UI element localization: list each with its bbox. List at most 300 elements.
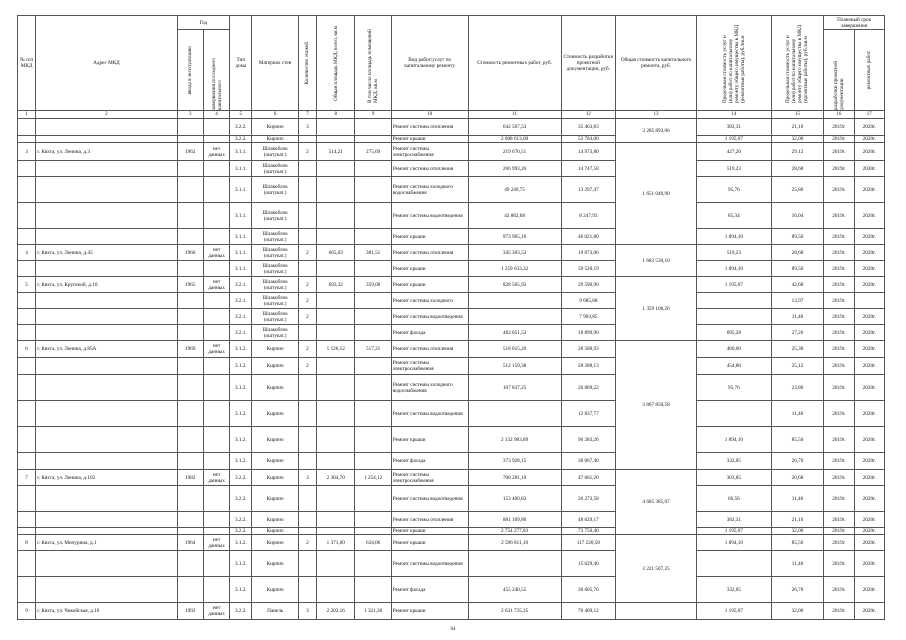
- cell-floors: [298, 512, 316, 528]
- cell-limit-project: 26,70: [771, 453, 824, 470]
- column-number: 7: [298, 111, 316, 119]
- cell-total-cost: 3 285 893,06: [616, 119, 697, 143]
- cell-term-project: 2019г.: [824, 325, 854, 341]
- cell-repair-cost: 153 400,83: [468, 486, 561, 512]
- cell-floors: [298, 203, 316, 229]
- cell-limit-project: 32,00: [771, 603, 824, 620]
- cell-premises-area: 381,51: [355, 245, 391, 261]
- cell-year-built: [177, 486, 203, 512]
- column-number: 14: [696, 111, 771, 119]
- cell-total-area: [317, 229, 355, 245]
- cell-limit-project: 21,10: [771, 119, 824, 136]
- cell-premises-area: [355, 453, 391, 470]
- table-row: [18, 341, 885, 358]
- cell-repair-cost: 219 670,51: [468, 143, 561, 161]
- cell-total-area: [317, 528, 355, 535]
- cell-limit-repair: 382,31: [696, 512, 771, 528]
- column-number: 16: [824, 111, 854, 119]
- cell-wall-material: Шлакоблок (оштукат.): [252, 143, 298, 161]
- cell-address: г. Кяхта, ул. Ленина, д.45: [36, 245, 177, 261]
- cell-project-cost: 13 297,47: [561, 177, 616, 203]
- cell-house-type: 3.1.2.: [230, 551, 252, 577]
- cell-year-built: [177, 358, 203, 375]
- cell-year-built: [177, 119, 203, 136]
- cell-house-type: 3.1.2.: [230, 375, 252, 401]
- cell-wall-material: Шлакоблок (оштукат.): [252, 293, 298, 309]
- cell-year-built: 1965: [177, 277, 203, 293]
- cell-repair-cost: 973 965,16: [468, 229, 561, 245]
- cell-limit-project: 11,40: [771, 551, 824, 577]
- cell-floors: 2: [298, 143, 316, 161]
- cell-work-type: Ремонт системы отопления: [391, 341, 468, 358]
- cell-term-repair: 2020г.: [854, 119, 884, 136]
- cell-premises-area: [355, 427, 391, 453]
- cell-premises-area: [355, 119, 391, 136]
- column-number: 13: [616, 111, 697, 119]
- cell-project-cost: 28 288,13: [561, 358, 616, 375]
- cell-total-area: [317, 325, 355, 341]
- header-premises-area: В том числе площадь помещений МКД, кв.м: [367, 29, 380, 103]
- cell-year-built: [177, 177, 203, 203]
- cell-term-project: 2019г.: [824, 528, 854, 535]
- cell-total-area: [317, 551, 355, 577]
- cell-wall-material: Шлакоблок (оштукат.): [252, 325, 298, 341]
- table-row: [18, 470, 885, 486]
- cell-term-project: 2019г.: [824, 261, 854, 277]
- cell-work-type: Ремонт фасада: [391, 453, 468, 470]
- cell-year-built: [177, 427, 203, 453]
- cell-project-cost: 59 520,19: [561, 261, 616, 277]
- cell-total-cost: 1 651 040,90: [616, 143, 697, 245]
- cell-address: [36, 261, 177, 277]
- cell-row-number: [18, 453, 36, 470]
- cell-project-cost: 28 580,93: [561, 341, 616, 358]
- cell-house-type: 3.2.2.: [230, 528, 252, 535]
- table-row: [18, 551, 885, 577]
- cell-term-project: 2019г.: [824, 453, 854, 470]
- cell-total-area: [317, 453, 355, 470]
- cell-limit-project: 26,70: [771, 577, 824, 603]
- cell-floors: 3: [298, 603, 316, 620]
- cell-term-repair: 2020г.: [854, 229, 884, 245]
- cell-limit-repair: 454,80: [696, 358, 771, 375]
- cell-year-last-repair: [203, 325, 229, 341]
- cell-house-type: 3.1.1.: [230, 245, 252, 261]
- cell-address: г. Кяхта, ул. Крупской, д.10: [36, 277, 177, 293]
- cell-house-type: 3.1.1.: [230, 229, 252, 245]
- table-row: [18, 293, 885, 309]
- cell-project-cost: 35 463,83: [561, 119, 616, 136]
- cell-term-repair: 2020г.: [854, 161, 884, 177]
- cell-limit-repair: 332,05: [696, 453, 771, 470]
- table-row: [18, 358, 885, 375]
- cell-term-repair: 2020г.: [854, 375, 884, 401]
- table-row: [18, 325, 885, 341]
- capital-repair-table: [17, 15, 885, 620]
- cell-address: [36, 453, 177, 470]
- column-number: 12: [561, 111, 616, 119]
- cell-term-repair: 2020г.: [854, 551, 884, 577]
- cell-term-project: 2019г.: [824, 161, 854, 177]
- cell-year-last-repair: нет данных: [203, 470, 229, 486]
- cell-year-last-repair: [203, 375, 229, 401]
- cell-project-cost: 96 283,26: [561, 427, 616, 453]
- cell-project-cost: 36 605,70: [561, 577, 616, 603]
- cell-limit-project: 42,68: [771, 277, 824, 293]
- cell-limit-project: 29,12: [771, 143, 824, 161]
- cell-total-area: [317, 293, 355, 309]
- cell-year-last-repair: [203, 427, 229, 453]
- cell-repair-cost: [468, 309, 561, 325]
- cell-row-number: [18, 401, 36, 427]
- cell-premises-area: [355, 401, 391, 427]
- cell-address: [36, 161, 177, 177]
- header-limit-repair: Предельная стоимость услуг и (или) работ по капитальному ремонту общего имущества в МКД (ремонтные работы), руб./кв.м: [721, 24, 746, 103]
- cell-total-area: [317, 177, 355, 203]
- cell-wall-material: Кирпич: [252, 358, 298, 375]
- cell-work-type: Ремонт системы отопления: [391, 245, 468, 261]
- cell-term-project: 2019г.: [824, 375, 854, 401]
- cell-work-type: Ремонт системы отопления: [391, 119, 468, 136]
- cell-wall-material: Кирпич: [252, 427, 298, 453]
- cell-work-type: Ремонт крыши: [391, 136, 468, 143]
- cell-term-repair: 2020г.: [854, 512, 884, 528]
- cell-term-repair: 2020г.: [854, 486, 884, 512]
- table-row: [18, 309, 885, 325]
- cell-year-last-repair: [203, 293, 229, 309]
- cell-year-last-repair: [203, 486, 229, 512]
- cell-total-area: 2 202,16: [317, 603, 355, 620]
- cell-house-type: 3.2.2.: [230, 470, 252, 486]
- cell-floors: 2: [298, 309, 316, 325]
- cell-project-cost: 47 661,20: [561, 470, 616, 486]
- table-row: [18, 401, 885, 427]
- cell-floors: 3: [298, 119, 316, 136]
- cell-total-area: [317, 161, 355, 177]
- cell-project-cost: 46 021,80: [561, 229, 616, 245]
- cell-address: [36, 512, 177, 528]
- table-row: [18, 229, 885, 245]
- cell-term-repair: [854, 293, 884, 309]
- cell-premises-area: [355, 161, 391, 177]
- cell-project-cost: 73 750,40: [561, 528, 616, 535]
- cell-work-type: Ремонт системы водоотведения: [391, 203, 468, 229]
- cell-premises-area: [355, 293, 391, 309]
- cell-project-cost: 19 073,06: [561, 245, 616, 261]
- cell-total-area: 693,32: [317, 277, 355, 293]
- cell-limit-repair: 95,76: [696, 177, 771, 203]
- cell-limit-repair: 1 894,10: [696, 427, 771, 453]
- cell-address: [36, 486, 177, 512]
- cell-premises-area: [355, 177, 391, 203]
- cell-project-cost: 117 220,50: [561, 535, 616, 551]
- cell-project-cost: 8 247,93: [561, 203, 616, 229]
- cell-term-repair: 2020г.: [854, 309, 884, 325]
- cell-year-built: [177, 309, 203, 325]
- column-number: 10: [391, 111, 468, 119]
- cell-total-area: [317, 486, 355, 512]
- header-year-last-repair: завершения последнего капитального: [210, 57, 223, 110]
- cell-project-cost: 29 590,90: [561, 277, 616, 293]
- header-year-built: ввода в эксплуатацию: [187, 45, 194, 95]
- cell-term-project: 2019г.: [824, 535, 854, 551]
- cell-repair-cost: 266 993,26: [468, 161, 561, 177]
- cell-year-last-repair: [203, 161, 229, 177]
- cell-year-last-repair: [203, 551, 229, 577]
- cell-term-repair: 2020г.: [854, 325, 884, 341]
- cell-floors: [298, 528, 316, 535]
- cell-work-type: Ремонт системы холодного водоснабжения: [391, 177, 468, 203]
- column-number: 17: [854, 111, 884, 119]
- cell-term-project: 2019г.: [824, 277, 854, 293]
- cell-floors: [298, 229, 316, 245]
- cell-term-project: 2019г.: [824, 486, 854, 512]
- cell-project-cost: 7 903,85: [561, 309, 616, 325]
- cell-floors: [298, 261, 316, 277]
- cell-house-type: 3.1.2.: [230, 535, 252, 551]
- cell-address: [36, 551, 177, 577]
- table-body: [18, 119, 885, 620]
- cell-repair-cost: 518 015,20: [468, 341, 561, 358]
- cell-floors: 2: [298, 293, 316, 309]
- cell-row-number: [18, 486, 36, 512]
- cell-project-cost: 9 685,68: [561, 293, 616, 309]
- cell-year-built: 1992: [177, 603, 203, 620]
- cell-repair-cost: 2 008 613,00: [468, 136, 561, 143]
- cell-premises-area: 1 254,12: [355, 470, 391, 486]
- cell-term-project: 2019г.: [824, 119, 854, 136]
- cell-limit-repair: 66,56: [696, 486, 771, 512]
- cell-project-cost: 12 837,77: [561, 401, 616, 427]
- cell-total-area: [317, 577, 355, 603]
- cell-repair-cost: 373 928,15: [468, 453, 561, 470]
- cell-limit-repair: [696, 551, 771, 577]
- cell-year-last-repair: нет данных: [203, 277, 229, 293]
- cell-limit-repair: 95,76: [696, 375, 771, 401]
- cell-row-number: 8: [18, 535, 36, 551]
- cell-term-project: 2019г.: [824, 577, 854, 603]
- cell-wall-material: Шлакоблок (оштукат.): [252, 277, 298, 293]
- cell-year-last-repair: [203, 136, 229, 143]
- column-number: 8: [317, 111, 355, 119]
- cell-row-number: 9: [18, 603, 36, 620]
- cell-limit-project: 89,50: [771, 261, 824, 277]
- cell-total-area: 1 371,00: [317, 535, 355, 551]
- cell-limit-project: 11,40: [771, 401, 824, 427]
- cell-wall-material: Шлакоблок (оштукат.): [252, 245, 298, 261]
- cell-row-number: 7: [18, 470, 36, 486]
- cell-year-last-repair: [203, 119, 229, 136]
- cell-year-built: [177, 401, 203, 427]
- cell-premises-area: [355, 203, 391, 229]
- cell-total-cost: 1 683 530,10: [616, 245, 697, 277]
- cell-year-last-repair: [203, 401, 229, 427]
- cell-year-built: [177, 293, 203, 309]
- cell-work-type: Ремонт системы водоотведения: [391, 486, 468, 512]
- cell-address: [36, 177, 177, 203]
- cell-repair-cost: 828 565,93: [468, 277, 561, 293]
- cell-row-number: 5: [18, 277, 36, 293]
- cell-work-type: Ремонт системы холодного: [391, 293, 468, 309]
- cell-row-number: [18, 203, 36, 229]
- cell-term-repair: 2020г.: [854, 577, 884, 603]
- cell-total-area: [317, 358, 355, 375]
- cell-floors: [298, 486, 316, 512]
- cell-floors: 2: [298, 535, 316, 551]
- cell-project-cost: 70 469,12: [561, 603, 616, 620]
- cell-premises-area: [355, 375, 391, 401]
- cell-year-last-repair: [203, 261, 229, 277]
- cell-house-type: 3.2.2.: [230, 486, 252, 512]
- cell-year-built: [177, 512, 203, 528]
- cell-house-type: 3.1.2.: [230, 453, 252, 470]
- cell-limit-repair: 1 195,07: [696, 603, 771, 620]
- cell-limit-repair: 519,23: [696, 245, 771, 261]
- cell-year-last-repair: [203, 177, 229, 203]
- table-row: [18, 177, 885, 203]
- column-number: 15: [771, 111, 824, 119]
- cell-limit-project: 11,40: [771, 486, 824, 512]
- cell-floors: 2: [298, 341, 316, 358]
- cell-address: [36, 528, 177, 535]
- cell-address: [36, 325, 177, 341]
- table-row: [18, 277, 885, 293]
- cell-row-number: [18, 309, 36, 325]
- cell-term-project: 2019г.: [824, 427, 854, 453]
- cell-row-number: 4: [18, 245, 36, 261]
- table-row: [18, 136, 885, 143]
- cell-year-built: [177, 375, 203, 401]
- cell-limit-repair: 85,34: [696, 203, 771, 229]
- cell-limit-project: 20,68: [771, 470, 824, 486]
- cell-repair-cost: 2 631 735,35: [468, 603, 561, 620]
- cell-year-last-repair: [203, 203, 229, 229]
- cell-wall-material: Кирпич: [252, 535, 298, 551]
- cell-address: г. Кяхта, ул. Ленина, д.3: [36, 143, 177, 161]
- cell-project-cost: 15 629,40: [561, 551, 616, 577]
- cell-total-area: [317, 261, 355, 277]
- cell-year-last-repair: [203, 512, 229, 528]
- header-total-area: Общая площадь МКД, всего, кв.м: [332, 25, 339, 101]
- cell-year-last-repair: [203, 577, 229, 603]
- cell-term-repair: 2020г.: [854, 401, 884, 427]
- cell-limit-project: 25,38: [771, 341, 824, 358]
- cell-term-project: 2019г.: [824, 551, 854, 577]
- cell-wall-material: Кирпич: [252, 401, 298, 427]
- cell-limit-repair: 427,20: [696, 143, 771, 161]
- cell-repair-cost: 642 567,53: [468, 119, 561, 136]
- header-year-group: Год: [177, 16, 230, 30]
- cell-total-cost: [616, 603, 697, 620]
- cell-wall-material: Шлакоблок (оштукат.): [252, 309, 298, 325]
- table-row: [18, 453, 885, 470]
- cell-floors: [298, 401, 316, 427]
- cell-wall-material: Кирпич: [252, 470, 298, 486]
- header-wall-material: Материал стен: [252, 16, 298, 111]
- cell-premises-area: 517,21: [355, 341, 391, 358]
- header-term-repair: ремонтных работ: [866, 50, 873, 90]
- cell-total-cost: 3 867 850,58: [616, 341, 697, 470]
- cell-term-repair: 2020г.: [854, 528, 884, 535]
- cell-limit-repair: [696, 401, 771, 427]
- column-number: 1: [18, 111, 36, 119]
- cell-term-repair: 2020г.: [854, 143, 884, 161]
- cell-term-repair: 2020г.: [854, 603, 884, 620]
- cell-limit-project: 32,00: [771, 528, 824, 535]
- header-term-group: Плановый срок завершения: [824, 16, 885, 30]
- cell-house-type: 3.1.2.: [230, 358, 252, 375]
- cell-project-cost: 14 973,80: [561, 143, 616, 161]
- cell-project-cost: 14 747,58: [561, 161, 616, 177]
- cell-row-number: [18, 119, 36, 136]
- cell-house-type: 3.1.1.: [230, 177, 252, 203]
- cell-floors: [298, 136, 316, 143]
- cell-term-project: 2019г.: [824, 203, 854, 229]
- cell-row-number: [18, 427, 36, 453]
- cell-premises-area: [355, 261, 391, 277]
- cell-house-type: 3.2.1.: [230, 293, 252, 309]
- cell-address: [36, 119, 177, 136]
- cell-term-project: 2019г.: [824, 470, 854, 486]
- cell-year-last-repair: [203, 453, 229, 470]
- cell-row-number: [18, 293, 36, 309]
- cell-repair-cost: [468, 401, 561, 427]
- cell-row-number: [18, 261, 36, 277]
- cell-work-type: Ремонт системы электроснабжения: [391, 470, 468, 486]
- cell-limit-repair: 303,85: [696, 470, 771, 486]
- cell-work-type: Ремонт крыши: [391, 277, 468, 293]
- cell-limit-repair: [696, 293, 771, 309]
- cell-address: [36, 203, 177, 229]
- cell-work-type: Ремонт системы отопления: [391, 512, 468, 528]
- cell-year-last-repair: нет данных: [203, 341, 229, 358]
- cell-limit-project: 13,97: [771, 293, 824, 309]
- cell-house-type: 3.2.1.: [230, 277, 252, 293]
- cell-repair-cost: 881 109,86: [468, 512, 561, 528]
- cell-term-project: 2019г.: [824, 341, 854, 358]
- cell-house-type: 3.1.2.: [230, 341, 252, 358]
- header-term-project: разработки проектной документации: [832, 60, 845, 110]
- table-row: [18, 603, 885, 620]
- cell-repair-cost: 107 837,25: [468, 375, 561, 401]
- cell-term-repair: 2020г.: [854, 136, 884, 143]
- column-number: 2: [36, 111, 177, 119]
- header-address: Адрес МКД: [36, 16, 177, 111]
- cell-premises-area: [355, 358, 391, 375]
- cell-premises-area: [355, 136, 391, 143]
- cell-work-type: Ремонт фасада: [391, 577, 468, 603]
- cell-wall-material: Панель: [252, 603, 298, 620]
- cell-repair-cost: [468, 293, 561, 309]
- cell-address: [36, 293, 177, 309]
- cell-work-type: Ремонт крыши: [391, 427, 468, 453]
- cell-wall-material: Кирпич: [252, 551, 298, 577]
- cell-floors: [298, 577, 316, 603]
- table-row: [18, 535, 885, 551]
- cell-term-repair: 2020г.: [854, 203, 884, 229]
- cell-term-repair: 2020г.: [854, 261, 884, 277]
- cell-repair-cost: 43 882,68: [468, 203, 561, 229]
- cell-address: г. Кяхта, ул. Ленина, д.102: [36, 470, 177, 486]
- cell-row-number: [18, 136, 36, 143]
- cell-floors: [298, 551, 316, 577]
- cell-wall-material: Кирпич: [252, 119, 298, 136]
- header-project-cost: Стоимость разработки проектной документации, руб.: [561, 16, 616, 111]
- cell-repair-cost: 345 303,53: [468, 245, 561, 261]
- cell-year-built: [177, 528, 203, 535]
- cell-premises-area: [355, 325, 391, 341]
- cell-house-type: 3.2.2.: [230, 136, 252, 143]
